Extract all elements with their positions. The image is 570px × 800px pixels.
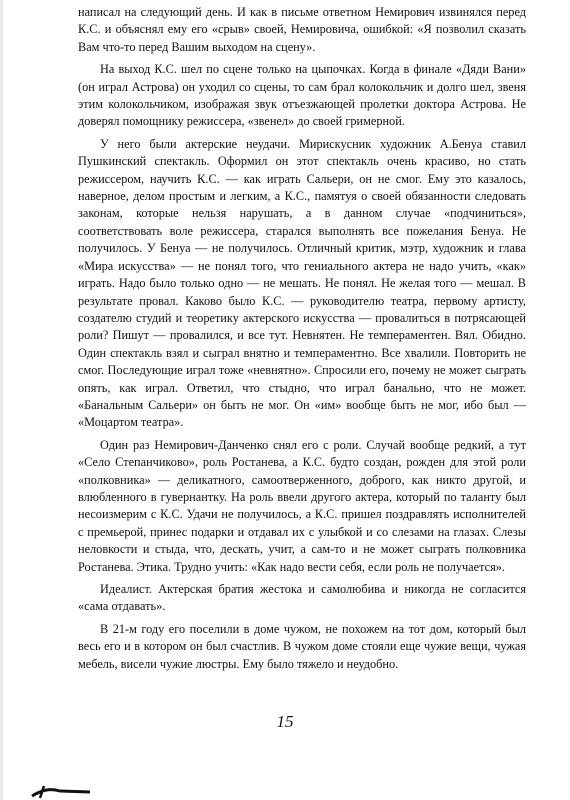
paragraph-5: Идеалист. Актерская братия жестока и самолюбива и никогда не согласится «сама отдавать». xyxy=(78,582,526,614)
body-text xyxy=(78,4,526,678)
paragraph-3: У него были актерские неудачи. Мирискусник художник А.Бенуа ставил Пушкинский спектакль. Оформил он этот спектакль очень красиво, но стать режиссером, научить К.С. — как играть Сальери, он не смог. Ему это казалось, наверное, делом простым и легким, а К.С., памятуя о своей обязанности следовать законам, которые нельзя нарушать, а в данном случае «подчиниться», соответствовать воле режиссера, старался выполнять все пожелания Бенуа. Не получилось. У Бенуа — не получилось. Отличный критик, мэтр, художник и глава «Мира искусства» — не понял того, что гениального актера не надо учить, «как» играть. Надо было только одно — не мешать. Не понял. Не желая того — мешал. В результате провал. Каково было К.С. — руководителю театра, первому артисту, создателю студий и теоретику актерского искусства — провалиться в потрясающей роли? Пишут — провалился, и все тут. Невнятен. Не темпераментен. Вял. Обидно. Один спектакль взял и сыграл внятно и темпераментно. Все хвалили. Повторить не смог. Последующие играл тоже «невнятно». Спросили его, почему не может сыграть опять, как играл. Ответил, что стыдно, что играл банально, что не может. «Банальным Сальери» он быть не мог. Он «им» вообще быть не мог, ибо был — «Моцартом театра». xyxy=(78,136,526,430)
scan-artifact-mark xyxy=(30,782,110,800)
paragraph-4: Один раз Немирович-Данченко снял его с роли. Случай вообще редкий, а тут «Село Степанчиково», роль Ростанева, а К.С. будто создан, рожден для этой роли «полковника» — деликатного, самоотверженного, доброго, как никто другой, и влюбленного в гувернантку. На роль ввели другого актера, который по таланту был несоизмерим с К.С. Удачи не получилось, а К.С. пришел поздравлять исполнителей с премьерой, принес подарки и отдавал их с улыбкой и со слезами на глазах. Слезы неловкости и стыда, что, дескать, учит, а сам-то и не может сыграть полковника Ростанева. Этика. Трудно учить: «Как надо вести себя, если роль не получается». xyxy=(78,437,526,574)
paragraph-6: В 21-м году его поселили в доме чужом, не похожем на тот дом, который был весь его и в котором он был счастлив. В чужом доме стояли еще чужие вещи, чужая мебель, висели чужие люстры. Ему было тяжело и неудобно. xyxy=(78,621,526,671)
paragraph-2: На выход К.С. шел по сцене только на цыпочках. Когда в финале «Дяди Вани» (он играл Астрова) он уходил со сцены, то сам брал колокольчик и долго шел, звеня этим колокольчиком, изображая звук отъезжающей пролетки доктора Астрова. Не доверял помощнику режиссера, «звенел» до своей гримерной. xyxy=(78,62,526,129)
scan-left-edge xyxy=(0,0,3,800)
paragraph-1: написал на следующий день. И как в письме ответном Немирович извинялся перед К.С. и объяснял ему его «срыв» своей, Немировича, ошибкой: «Я позволил сказать Вам что-то перед Вашим выходом на сцену». xyxy=(78,5,526,54)
page-number: 15 xyxy=(276,712,294,731)
